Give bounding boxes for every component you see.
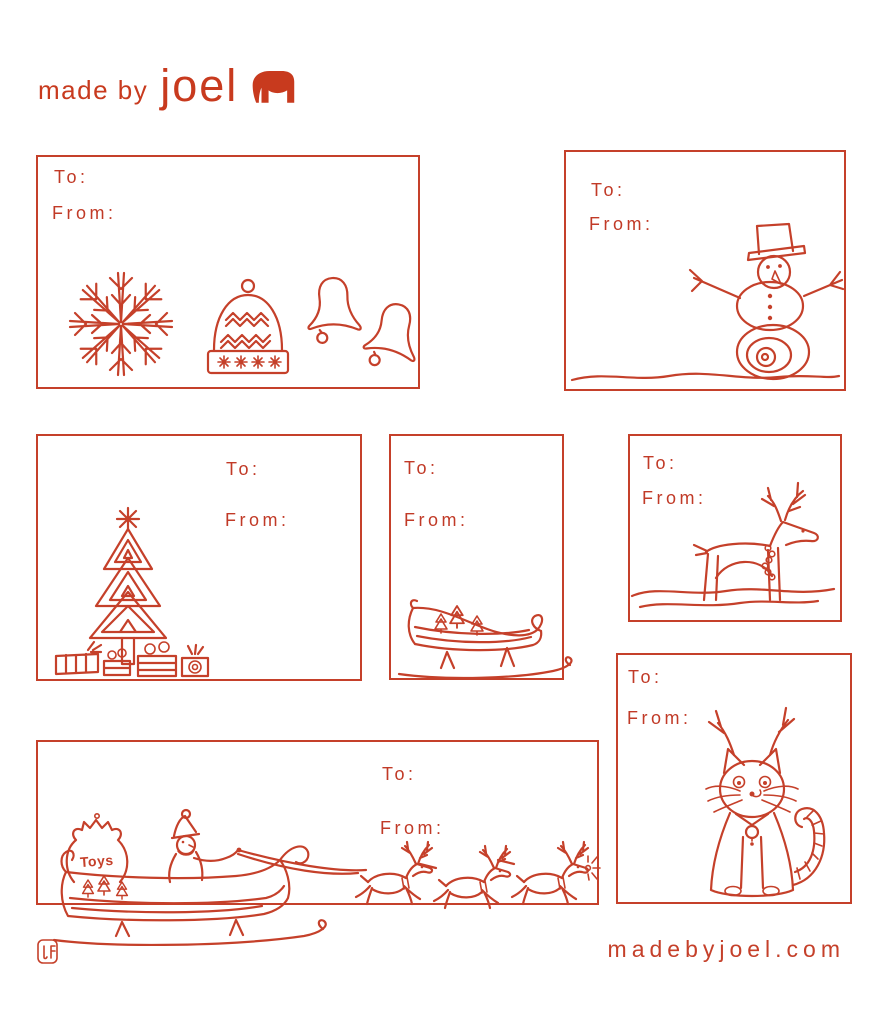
from-label: From:	[627, 708, 692, 728]
antler-cat-drawing	[616, 653, 852, 904]
from-label: From:	[589, 214, 654, 234]
santa-sleigh-drawing	[36, 740, 599, 905]
from-label: From:	[225, 510, 290, 530]
maker-seal-icon	[36, 938, 60, 966]
logo-text-small: made by	[38, 74, 149, 105]
reins-drawing	[238, 850, 514, 874]
toys-bag-label: Toys	[79, 851, 115, 871]
snowflake-drawing	[64, 267, 179, 382]
to-label: To:	[591, 180, 626, 200]
to-label: To:	[54, 167, 89, 187]
logo	[38, 60, 296, 111]
christmas-tree-drawing	[36, 434, 362, 681]
from-label: From:	[52, 203, 117, 223]
to-label: To:	[643, 453, 678, 473]
gift-tag-snowman	[564, 150, 846, 391]
elephant-logo-icon	[250, 68, 296, 104]
gift-tag-santa-sleigh	[36, 740, 599, 905]
gift-tag-reindeer	[628, 434, 842, 622]
reindeer-team-drawing	[356, 842, 600, 908]
candy-cane-tail-drawing	[793, 808, 824, 885]
to-label: To:	[628, 667, 663, 687]
sleigh-drawing	[54, 846, 326, 944]
toys-bag-drawing	[67, 814, 128, 882]
bells-drawing	[302, 273, 434, 385]
presents-drawing	[56, 642, 208, 676]
logo-text-large: joel	[160, 60, 239, 111]
gift-tag-christmas-tree	[36, 434, 362, 681]
to-label: To:	[382, 764, 417, 784]
website-link[interactable]: madebyjoel.com	[607, 936, 845, 962]
gift-tag-winter-icons	[36, 155, 420, 389]
santa-drawing	[169, 810, 241, 882]
winter-hat-drawing	[200, 274, 296, 380]
to-label: To:	[226, 459, 261, 479]
from-label: From:	[380, 818, 445, 838]
to-label: To:	[404, 458, 439, 478]
rudolph-nose-icon	[586, 856, 600, 880]
from-label: From:	[642, 488, 707, 508]
gift-tag-antler-cat	[616, 653, 852, 904]
gift-tag-sled	[389, 434, 564, 680]
from-label: From:	[404, 510, 469, 530]
